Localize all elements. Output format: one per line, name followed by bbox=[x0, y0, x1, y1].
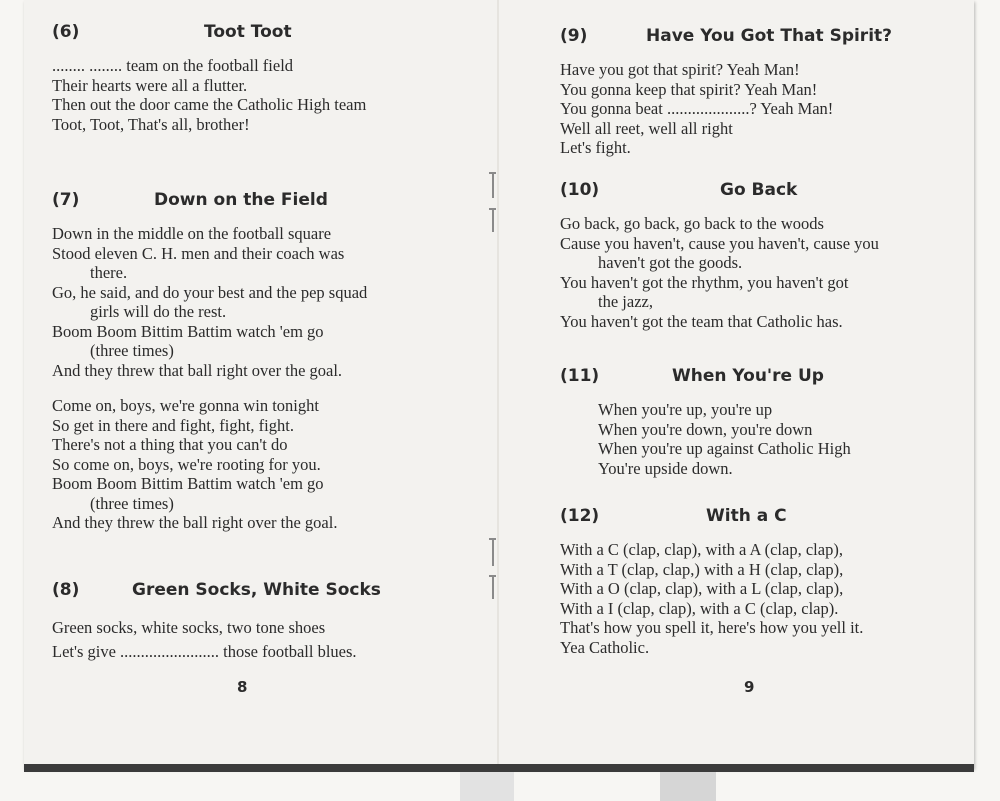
lyric-line: With a O (clap, clap), with a L (clap, clap), bbox=[560, 579, 844, 598]
lyric-line: girls will do the rest. bbox=[90, 302, 227, 321]
song-lyrics bbox=[560, 540, 946, 657]
staple-icon bbox=[489, 208, 498, 232]
song-lyrics bbox=[560, 400, 946, 478]
song-6 bbox=[52, 22, 444, 134]
lyric-line: Boom Boom Bittim Battim watch 'em go bbox=[52, 321, 324, 341]
staple-icon bbox=[489, 575, 498, 599]
lyric-line: haven't got the goods. bbox=[598, 253, 743, 272]
song-title: Have You Got That Spirit? bbox=[646, 26, 893, 46]
staple-icon bbox=[489, 538, 498, 566]
lyric-line: Stood eleven C. H. men and their coach was bbox=[52, 243, 345, 263]
left-page bbox=[52, 0, 444, 740]
staple-icon bbox=[489, 172, 498, 198]
lyric-line: With a T (clap, clap,) with a H (clap, clap), bbox=[560, 559, 844, 579]
lyric-line: You gonna beat ....................? Yeah Man! bbox=[560, 99, 834, 118]
lyric-line: the jazz, bbox=[598, 292, 653, 311]
lyric-line: With a C (clap, clap), with a A (clap, clap), bbox=[560, 540, 843, 559]
lyric-line: So get in there and fight, fight, fight. bbox=[52, 415, 294, 435]
song-10 bbox=[560, 180, 946, 331]
song-number: (6) bbox=[52, 22, 80, 42]
lyric-line: Then out the door came the Catholic High team bbox=[52, 95, 367, 114]
lyric-line: With a I (clap, clap), with a C (clap, clap). bbox=[560, 598, 839, 618]
lyric-line: When you're up, you're up bbox=[598, 400, 773, 419]
lyric-line: Well all reet, well all right bbox=[560, 118, 733, 138]
song-number: (11) bbox=[560, 366, 600, 386]
booklet-bottom-edge bbox=[24, 764, 974, 772]
lyric-line: Go back, go back, go back to the woods bbox=[560, 214, 824, 233]
song-11 bbox=[560, 366, 946, 478]
lyric-line: Let's fight. bbox=[560, 138, 631, 157]
lyric-line: And they threw the ball right over the goal. bbox=[52, 513, 338, 532]
lyric-line: Cause you haven't, cause you haven't, cause you bbox=[560, 233, 879, 253]
song-lyrics bbox=[52, 56, 444, 134]
song-lyrics bbox=[52, 224, 444, 533]
song-7 bbox=[52, 190, 444, 533]
song-title: Toot Toot bbox=[204, 22, 292, 42]
song-title: When You're Up bbox=[672, 366, 824, 386]
song-number: (10) bbox=[560, 180, 600, 200]
right-page bbox=[560, 0, 946, 740]
page-number: 9 bbox=[744, 678, 755, 696]
lyric-line: there. bbox=[90, 263, 128, 282]
song-9 bbox=[560, 26, 946, 158]
lyric-line: Come on, boys, we're gonna win tonight bbox=[52, 396, 319, 415]
lyric-line: (three times) bbox=[90, 341, 174, 360]
lyric-line: Green socks, white socks, two tone shoes bbox=[52, 618, 326, 637]
song-title: Go Back bbox=[720, 180, 798, 200]
song-title: Green Socks, White Socks bbox=[132, 580, 381, 600]
lyric-line: Down in the middle on the football square bbox=[52, 224, 332, 243]
lyric-line: You're upside down. bbox=[598, 458, 733, 478]
lyric-line: You gonna keep that spirit? Yeah Man! bbox=[560, 79, 818, 99]
lyric-line: So come on, boys, we're rooting for you. bbox=[52, 454, 321, 474]
lyric-line: ........ ........ team on the football field bbox=[52, 56, 294, 75]
lyric-line: That's how you spell it, here's how you yell it. bbox=[560, 618, 864, 637]
lyric-line: Their hearts were all a flutter. bbox=[52, 75, 248, 95]
lyric-line: And they threw that ball right over the goal. bbox=[52, 360, 343, 380]
song-number: (12) bbox=[560, 506, 600, 526]
lyric-line: Let's give ........................ those football blues. bbox=[52, 641, 357, 661]
scan-tab bbox=[460, 772, 514, 801]
song-number: (9) bbox=[560, 26, 588, 46]
lyric-line: When you're up against Catholic High bbox=[598, 439, 851, 458]
scan-tab bbox=[660, 772, 716, 801]
song-lyrics bbox=[560, 214, 946, 331]
lyric-line: When you're down, you're down bbox=[598, 419, 813, 439]
song-title: With a C bbox=[706, 506, 787, 526]
song-lyrics bbox=[560, 60, 946, 158]
song-8 bbox=[52, 580, 444, 661]
song-number: (8) bbox=[52, 580, 80, 600]
stanza-gap bbox=[52, 380, 444, 396]
lyric-line: Boom Boom Bittim Battim watch 'em go bbox=[52, 474, 324, 493]
lyric-line: (three times) bbox=[90, 493, 174, 513]
lyric-line: Yea Catholic. bbox=[560, 637, 650, 657]
song-number: (7) bbox=[52, 190, 80, 210]
song-12 bbox=[560, 506, 946, 657]
lyric-line: Go, he said, and do your best and the pep squad bbox=[52, 282, 368, 302]
lyric-line: Toot, Toot, That's all, brother! bbox=[52, 114, 250, 134]
spine-fold bbox=[497, 0, 499, 764]
song-title: Down on the Field bbox=[154, 190, 328, 210]
lyric-line: Have you got that spirit? Yeah Man! bbox=[560, 60, 800, 79]
lyric-line: You haven't got the rhythm, you haven't got bbox=[560, 272, 849, 292]
page-number: 8 bbox=[237, 678, 248, 696]
lyric-line: There's not a thing that you can't do bbox=[52, 435, 288, 454]
lyric-line: You haven't got the team that Catholic has. bbox=[560, 311, 843, 331]
song-lyrics bbox=[52, 618, 444, 661]
